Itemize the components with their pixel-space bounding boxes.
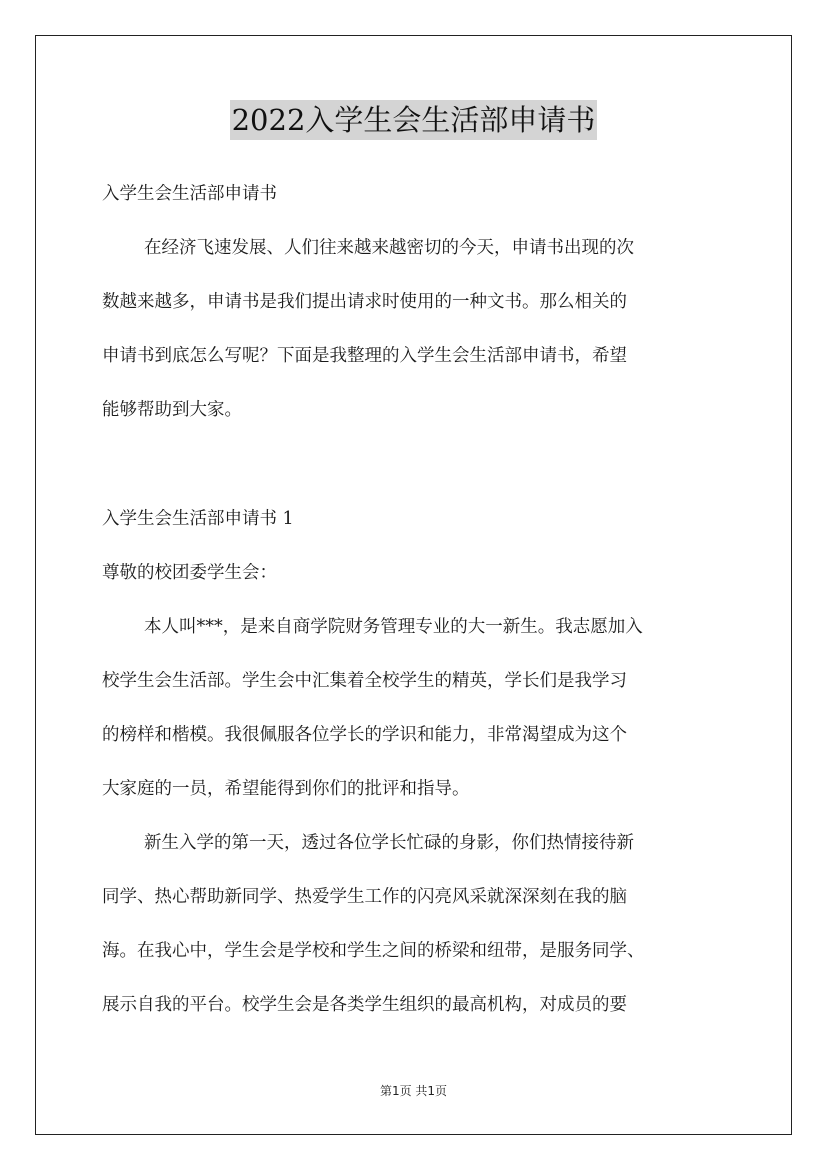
body-line: 的榜样和楷模。我很佩服各位学长的学识和能力，非常渴望成为这个	[102, 725, 627, 745]
body-line: 本人叫***，是来自商学院财务管理专业的大一新生。我志愿加入	[144, 617, 643, 637]
body-line: 校学生会生活部。学生会中汇集着全校学生的精英，学长们是我学习	[102, 671, 627, 691]
body-line: 新生入学的第一天，透过各位学长忙碌的身影，你们热情接待新	[144, 833, 634, 853]
body-line: 展示自我的平台。校学生会是各类学生组织的最高机构，对成员的要	[102, 995, 627, 1015]
body-line: 大家庭的一员，希望能得到你们的批评和指导。	[102, 779, 470, 799]
title-container	[0, 100, 827, 140]
page-number-footer: 第1页 共1页	[379, 1084, 448, 1098]
salutation: 尊敬的校团委学生会：	[102, 563, 277, 583]
document-title: 2022入学生会生活部申请书	[230, 100, 598, 140]
section-heading: 入学生会生活部申请书	[102, 184, 277, 204]
intro-line: 申请书到底怎么写呢？下面是我整理的入学生会生活部申请书，希望	[102, 346, 627, 366]
intro-line: 在经济飞速发展、人们往来越来越密切的今天，申请书出现的次	[144, 238, 634, 258]
body-line: 同学、热心帮助新同学、热爱学生工作的闪亮风采就深深刻在我的脑	[102, 887, 627, 907]
body-line: 海。在我心中，学生会是学校和学生之间的桥梁和纽带，是服务同学、	[102, 941, 645, 961]
intro-line: 能够帮助到大家。	[102, 400, 242, 420]
intro-line: 数越来越多，申请书是我们提出请求时使用的一种文书。那么相关的	[102, 292, 627, 312]
section-heading: 入学生会生活部申请书 1	[102, 509, 294, 529]
